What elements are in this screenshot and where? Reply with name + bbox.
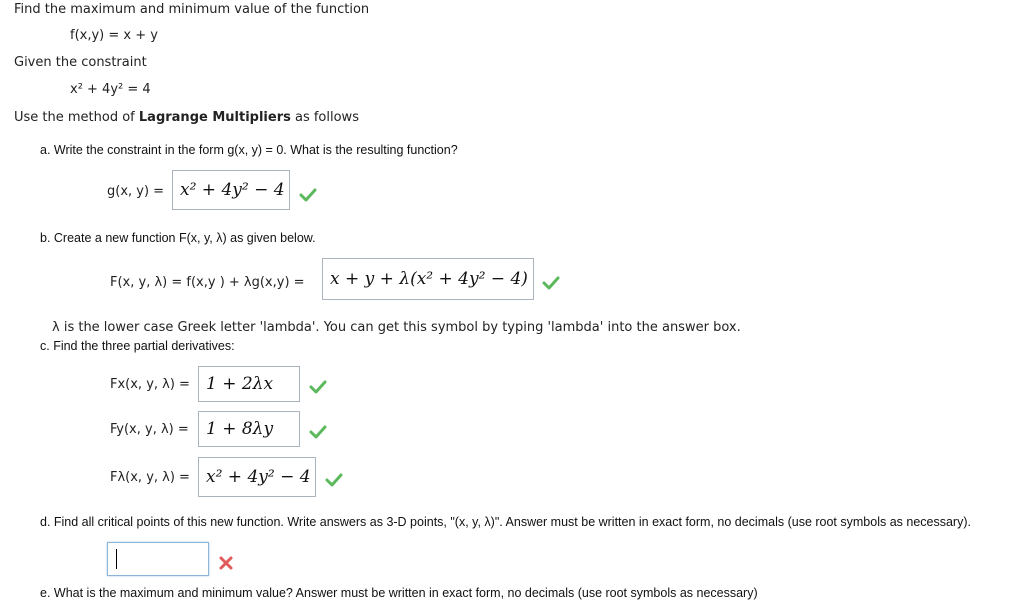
constraint-equation: x² + 4y² = 4 [70,82,151,97]
intro-text: Find the maximum and minimum value of the function [14,2,370,17]
part-a-question: a. Write the constraint in the form g(x, y) = 0. What is the resulting function? [40,143,458,157]
cross-icon [219,556,233,570]
fy-answer-box[interactable] [198,411,300,447]
check-icon [543,276,559,290]
method-name: Lagrange Multipliers [138,110,291,125]
part-b-answer: x + y + λ(x² + 4y² − 4) [330,269,528,289]
part-b-answer-box[interactable] [322,258,534,300]
function-definition: f(x,y) = x + y [70,28,158,43]
fy-answer: 1 + 8λy [206,419,274,439]
flambda-answer-box[interactable] [198,457,316,497]
part-a-label: g(x, y) = [107,184,165,199]
part-b-question: b. Create a new function F(x, y, λ) as given below. [40,231,316,245]
flambda-answer: x² + 4y² − 4 [206,467,311,487]
part-a-answer: x² + 4y² − 4 [180,180,285,200]
part-c-question: c. Find the three partial derivatives: [40,339,235,353]
fy-label: Fy(x, y, λ) = [110,422,189,437]
part-b-label: F(x, y, λ) = f(x,y ) + λg(x,y) = [110,275,305,290]
check-icon [310,380,326,394]
text-cursor [116,549,117,569]
check-icon [300,188,316,202]
part-d-question: d. Find all critical points of this new function. Write answers as 3-D points, "(x, y, λ)". Answer must be written in exact form, no decimals (use root symbols as necessary). [40,515,971,529]
part-d-answer-input[interactable] [107,542,209,576]
fx-answer-box[interactable] [198,366,300,402]
check-icon [310,425,326,439]
method-instruction: Use the method of Lagrange Multipliers as follows [14,110,359,125]
fx-label: Fx(x, y, λ) = [110,377,190,392]
constraint-heading: Given the constraint [14,55,147,70]
flambda-label: Fλ(x, y, λ) = [110,470,190,485]
lambda-hint: λ is the lower case Greek letter 'lambda'. You can get this symbol by typing 'lambda' into the answer box. [52,320,741,335]
check-icon [326,473,342,487]
fx-answer: 1 + 2λx [206,374,274,394]
part-a-answer-box[interactable] [172,170,290,210]
part-e-question: e. What is the maximum and minimum value? Answer must be written in exact form, no decimals (use root symbols as necessary) [40,586,758,600]
part-e-clip [0,586,1024,601]
